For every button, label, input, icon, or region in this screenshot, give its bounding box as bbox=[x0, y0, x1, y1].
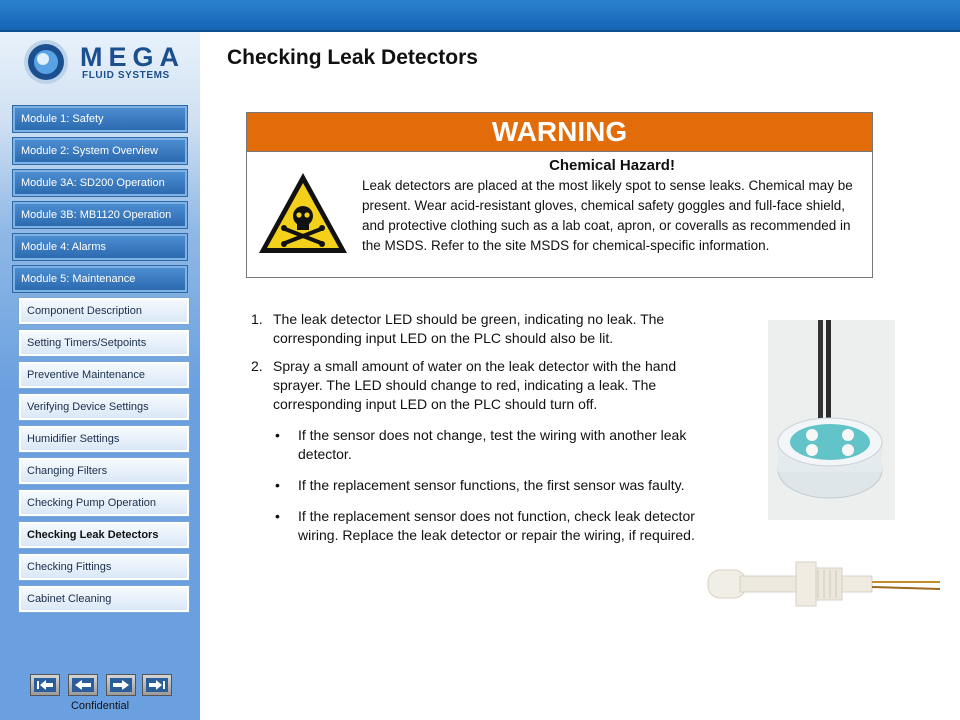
next-page-icon bbox=[110, 678, 132, 692]
nav-module-button[interactable]: Module 4: Alarms bbox=[12, 233, 188, 261]
nav-module-item[interactable] bbox=[12, 233, 190, 263]
nav-module-button[interactable]: Module 5: Maintenance bbox=[12, 265, 188, 293]
confidential-label: Confidential bbox=[70, 700, 130, 712]
nav-submodule-item[interactable] bbox=[12, 585, 190, 615]
page-title: Checking Leak Detectors bbox=[227, 46, 478, 69]
nav-module-item[interactable] bbox=[12, 169, 190, 199]
nav-module-item[interactable] bbox=[12, 265, 190, 295]
bullet-item bbox=[246, 476, 716, 495]
float-sensor-photo bbox=[700, 548, 944, 640]
nav-module-item[interactable] bbox=[12, 201, 190, 231]
first-page-icon bbox=[34, 678, 56, 692]
bullet-text: If the replacement sensor does not function, check leak detector wiring. Replace the leak detector or repair the wiring, if required. bbox=[298, 508, 695, 543]
nav-submodule-item[interactable] bbox=[12, 425, 190, 455]
nav-module-item[interactable] bbox=[12, 105, 190, 135]
step-number: 2. bbox=[251, 358, 263, 374]
nav-submodule-button[interactable]: Checking Fittings bbox=[18, 553, 190, 581]
logo-ring-icon bbox=[22, 36, 78, 92]
float-sensor-image bbox=[700, 548, 944, 640]
bullet-dot: • bbox=[275, 508, 280, 524]
warning-header: WARNING bbox=[247, 113, 872, 152]
nav-submodule-item[interactable] bbox=[12, 361, 190, 391]
nav-submodule-item[interactable] bbox=[12, 553, 190, 583]
hazard-text: Leak detectors are placed at the most likely spot to sense leaks. Chemical may be present. Wear acid-resistant gloves, chemical safety goggles and full-face shield, and protective clothing such as a lab coat, apron, or coveralls as recommended in the MSDS. Refer to the site MSDS for chemical-specific information. bbox=[362, 178, 853, 253]
bullet-dot: • bbox=[275, 427, 280, 443]
previous-page-icon bbox=[72, 678, 94, 692]
logo-subtitle: FLUID SYSTEMS bbox=[82, 70, 170, 81]
instructions bbox=[246, 310, 716, 557]
bullet-list bbox=[246, 426, 716, 545]
nav-submodule-item[interactable] bbox=[12, 329, 190, 359]
last-page-icon bbox=[146, 678, 168, 692]
bullet-item bbox=[246, 426, 716, 464]
step-number: 1. bbox=[251, 311, 263, 327]
nav-submodule-item[interactable] bbox=[12, 457, 190, 487]
nav-submodule-button[interactable]: Humidifier Settings bbox=[18, 425, 190, 453]
toxic-hazard-icon bbox=[257, 171, 349, 257]
nav-submodule-item[interactable] bbox=[12, 297, 190, 327]
nav-module-button[interactable]: Module 3A: SD200 Operation bbox=[12, 169, 188, 197]
leak-detector-sensor-image bbox=[768, 320, 895, 520]
nav-module-item[interactable] bbox=[12, 137, 190, 167]
bullet-dot: • bbox=[275, 477, 280, 493]
nav-submodule-button[interactable]: Preventive Maintenance bbox=[18, 361, 190, 389]
logo-brand: MEGA bbox=[80, 42, 185, 72]
previous-page-button[interactable] bbox=[68, 674, 98, 696]
step-item bbox=[246, 310, 716, 348]
nav-submodule-item[interactable] bbox=[12, 393, 190, 423]
nav-submodule-button[interactable]: Checking Pump Operation bbox=[18, 489, 190, 517]
nav-submodule-item[interactable] bbox=[12, 521, 190, 551]
step-text: The leak detector LED should be green, indicating no leak. The corresponding input LED on the PLC should also be lit. bbox=[273, 311, 665, 346]
nav-submodule-button[interactable]: Verifying Device Settings bbox=[18, 393, 190, 421]
nav-module-button[interactable]: Module 1: Safety bbox=[12, 105, 188, 133]
nav-submodule-button[interactable]: Checking Leak Detectors bbox=[18, 521, 190, 549]
bullet-text: If the sensor does not change, test the wiring with another leak detector. bbox=[298, 427, 687, 462]
warning-box bbox=[246, 112, 873, 278]
leak-detector-photo bbox=[768, 320, 895, 520]
nav-module-button[interactable]: Module 2: System Overview bbox=[12, 137, 188, 165]
hazard-title: Chemical Hazard! bbox=[549, 157, 675, 174]
first-page-button[interactable] bbox=[30, 674, 60, 696]
last-page-button[interactable] bbox=[142, 674, 172, 696]
nav-module-button[interactable]: Module 3B: MB1120 Operation bbox=[12, 201, 188, 229]
mega-logo bbox=[22, 36, 185, 92]
bullet-item bbox=[246, 507, 716, 545]
nav-submodule-button[interactable]: Cabinet Cleaning bbox=[18, 585, 190, 613]
nav-submodule-button[interactable]: Changing Filters bbox=[18, 457, 190, 485]
top-bar bbox=[0, 0, 960, 32]
nav-submodule-button[interactable]: Component Description bbox=[18, 297, 190, 325]
step-text: Spray a small amount of water on the leak detector with the hand sprayer. The LED should change to red, indicating a leak. The corresponding input LED on the PLC should turn off. bbox=[273, 358, 677, 412]
nav-submodule-item[interactable] bbox=[12, 489, 190, 519]
bullet-text: If the replacement sensor functions, the first sensor was faulty. bbox=[298, 477, 685, 493]
pager bbox=[30, 674, 174, 698]
next-page-button[interactable] bbox=[106, 674, 136, 696]
sidebar bbox=[0, 32, 200, 720]
nav-submodule-button[interactable]: Setting Timers/Setpoints bbox=[18, 329, 190, 357]
step-item bbox=[246, 357, 716, 414]
